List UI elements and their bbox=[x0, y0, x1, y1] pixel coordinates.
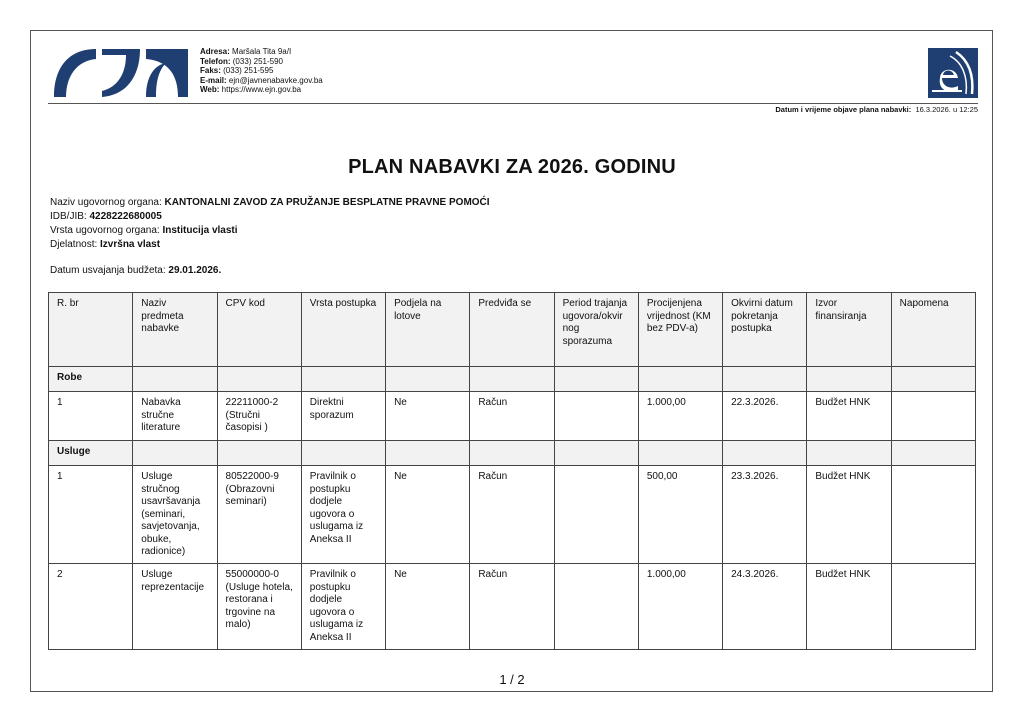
cell-expected: Račun bbox=[470, 564, 554, 650]
cell-cpv: 80522000-9 (Obrazovni seminari) bbox=[217, 466, 301, 564]
cell-period bbox=[554, 392, 638, 441]
cell-funding: Budžet HNK bbox=[807, 466, 891, 564]
contact-email: E-mail: ejn@javnenabavke.gov.ba bbox=[200, 75, 323, 85]
header-cell: Okvirni datum pokretanja postupka bbox=[723, 293, 807, 367]
info-idb: IDB/JIB: 4228222680005 bbox=[50, 211, 162, 222]
cell-procedure: Pravilnik o postupku dodjele ugovora o uslugama iz Aneksa II bbox=[301, 564, 385, 650]
budget-date: Datum usvajanja budžeta: 29.01.2026. bbox=[50, 265, 222, 276]
header-cell: Napomena bbox=[891, 293, 975, 367]
cell-cpv: 55000000-0 (Usluge hotela, restorana i trgovine na malo) bbox=[217, 564, 301, 650]
header-cell: Podjela na lotove bbox=[386, 293, 470, 367]
cell-note bbox=[891, 466, 975, 564]
header-cell: Predviđa se bbox=[470, 293, 554, 367]
contact-web: Web: https://www.ejn.gov.ba bbox=[200, 85, 302, 94]
cell-period bbox=[554, 564, 638, 650]
cell-value: 1.000,00 bbox=[638, 392, 722, 441]
group-row-usluge bbox=[49, 441, 976, 466]
group-label: Usluge bbox=[49, 441, 133, 466]
organization-info bbox=[50, 196, 490, 252]
header-cell: Izvor finansiranja bbox=[807, 293, 891, 367]
info-org-name: Naziv ugovornog organa: KANTONALNI ZAVOD ZA PRUŽANJE BESPLATNE PRAVNE POMOĆI bbox=[50, 197, 490, 208]
table-row bbox=[49, 392, 976, 441]
cell-rbr: 1 bbox=[49, 466, 133, 564]
header-divider bbox=[48, 103, 978, 104]
info-org-type: Vrsta ugovornog organa: Institucija vlasti bbox=[50, 225, 238, 236]
table-row bbox=[49, 564, 976, 650]
group-row-robe bbox=[49, 367, 976, 392]
cell-name: Usluge reprezentacije bbox=[133, 564, 217, 650]
header-cell: Naziv predmeta nabavke bbox=[133, 293, 217, 367]
contact-phone: Telefon: (033) 251-590 bbox=[200, 56, 284, 66]
table-header-row bbox=[49, 293, 976, 367]
header-cell: Period trajanja ugovora/okvir nog sporazuma bbox=[554, 293, 638, 367]
header-cell: Procijenjena vrijednost (KM bez PDV-a) bbox=[638, 293, 722, 367]
cell-period bbox=[554, 466, 638, 564]
cell-lots: Ne bbox=[386, 564, 470, 650]
cell-name: Nabavka stručne literature bbox=[133, 392, 217, 441]
contact-fax: Faks: (033) 251-595 bbox=[200, 66, 274, 75]
e-logo-icon bbox=[928, 48, 978, 98]
cell-procedure: Pravilnik o postupku dodjele ugovora o uslugama iz Aneksa II bbox=[301, 466, 385, 564]
procurement-table bbox=[48, 292, 976, 650]
info-activity: Djelatnost: Izvršna vlast bbox=[50, 239, 161, 250]
page-title: PLAN NABAVKI ZA 2026. GODINU bbox=[348, 156, 676, 178]
header-cell: Vrsta postupka bbox=[301, 293, 385, 367]
table-row bbox=[49, 466, 976, 564]
cell-cpv: 22211000-2 (Stručni časopisi ) bbox=[217, 392, 301, 441]
page-number: 1 / 2 bbox=[499, 672, 525, 687]
cell-lots: Ne bbox=[386, 466, 470, 564]
ejn-arches-logo-icon bbox=[54, 47, 188, 97]
cell-lots: Ne bbox=[386, 392, 470, 441]
cell-procedure: Direktni sporazum bbox=[301, 392, 385, 441]
cell-expected: Račun bbox=[470, 466, 554, 564]
cell-date: 24.3.2026. bbox=[723, 564, 807, 650]
cell-rbr: 1 bbox=[49, 392, 133, 441]
cell-rbr: 2 bbox=[49, 564, 133, 650]
header-cell: CPV kod bbox=[217, 293, 301, 367]
cell-expected: Račun bbox=[470, 392, 554, 441]
cell-date: 23.3.2026. bbox=[723, 466, 807, 564]
cell-funding: Budžet HNK bbox=[807, 392, 891, 441]
contact-address: Adresa: Maršala Tita 9a/I bbox=[200, 47, 292, 56]
cell-date: 22.3.2026. bbox=[723, 392, 807, 441]
cell-note bbox=[891, 564, 975, 650]
cell-note bbox=[891, 392, 975, 441]
group-label: Robe bbox=[49, 367, 133, 392]
cell-name: Usluge stručnog usavršavanja (seminari, savjetovanja, obuke, radionice) bbox=[133, 466, 217, 564]
cell-value: 1.000,00 bbox=[638, 564, 722, 650]
publication-date: Datum i vrijeme objave plana nabavki: 16.3.2026. u 12:25 bbox=[775, 105, 978, 114]
contact-block bbox=[200, 47, 323, 95]
cell-funding: Budžet HNK bbox=[807, 564, 891, 650]
cell-value: 500,00 bbox=[638, 466, 722, 564]
header-cell: R. br bbox=[49, 293, 133, 367]
